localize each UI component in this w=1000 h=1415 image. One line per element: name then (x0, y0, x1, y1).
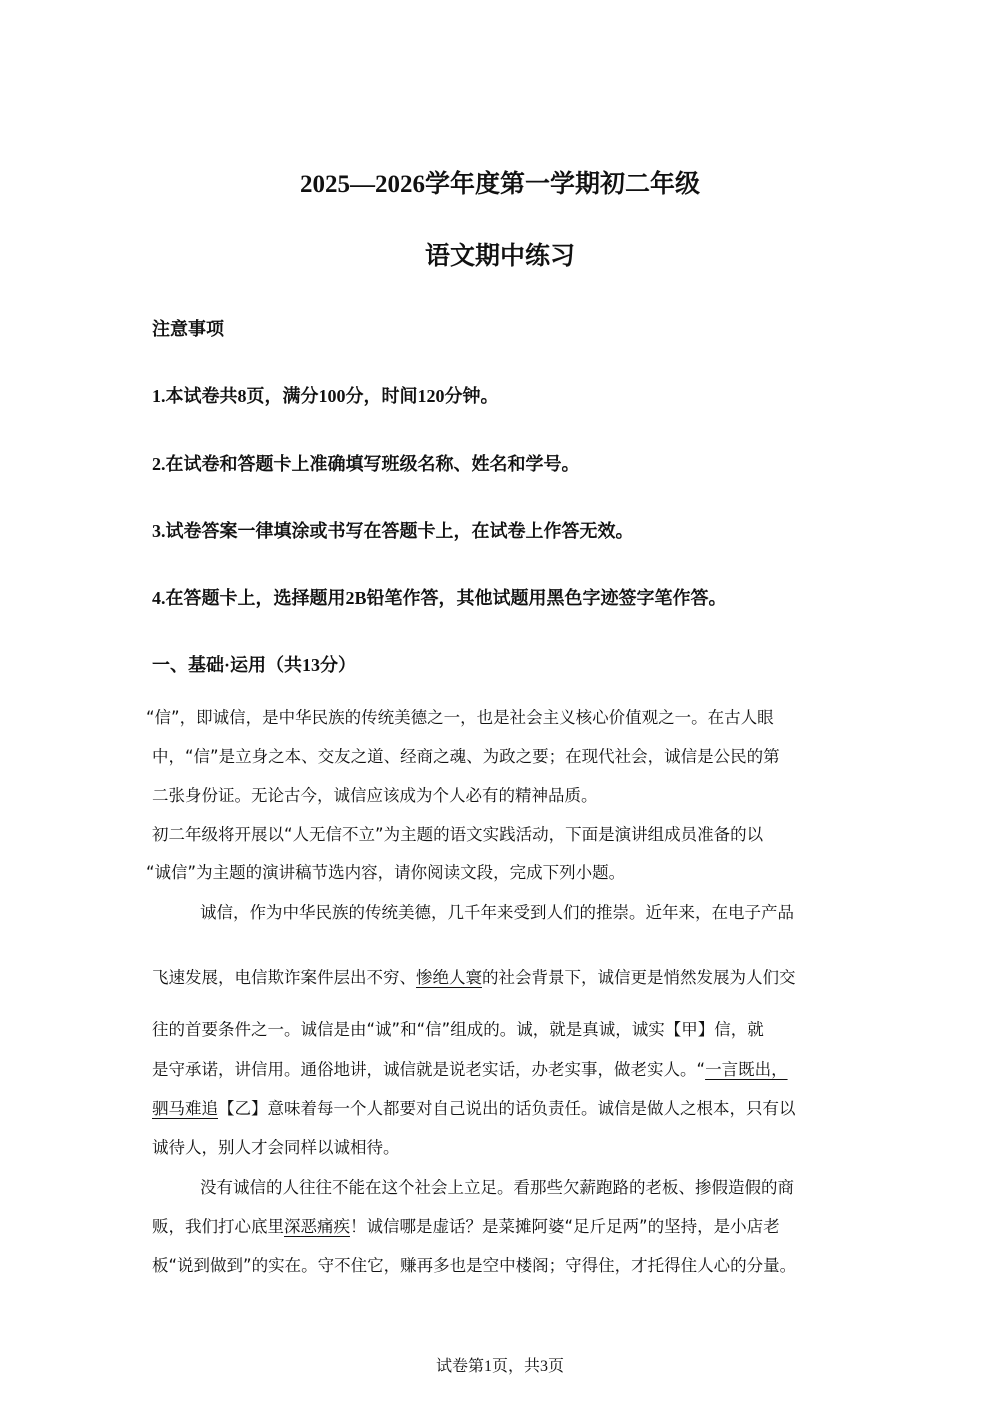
underlined-phrase: 一言既出， (705, 1060, 788, 1079)
passage-line: 板“说到做到”的实在。守不住它，赚再多也是空中楼阁；守得住，才托得住人心的分量。 (152, 1256, 797, 1275)
intro-line: 中，“信”是立身之本、交友之道、经商之魂、为政之要；在现代社会，诚信是公民的第 (152, 747, 780, 766)
passage-text: 飞速发展，电信欺诈案件层出不穷、 (152, 968, 416, 987)
passage-text: 【乙】意味着每一个人都要对自己说出的话负责任。诚信是做人之根本，只有以 (218, 1099, 796, 1118)
underlined-phrase: 惨绝人寰 (416, 968, 482, 987)
notice-item: 2.在试卷和答题卡上准确填写班级名称、姓名和学号。 (152, 454, 580, 474)
passage-text: 贩，我们打心底里 (152, 1217, 284, 1236)
intro-line: “诚信”为主题的演讲稿节选内容，请你阅读文段，完成下列小题。 (146, 863, 626, 882)
underlined-phrase: 深恶痛疾 (284, 1217, 350, 1236)
passage-line: 诚待人，别人才会同样以诚相待。 (152, 1138, 400, 1157)
page-footer: 试卷第1页，共3页 (435, 1358, 564, 1375)
passage-text: 是守承诺，讲信用。通俗地讲，诚信就是说老实话，办老实事，做老实人。“ (152, 1060, 706, 1079)
intro-line: “信”，即诚信，是中华民族的传统美德之一，也是社会主义核心价值观之一。在古人眼 (146, 708, 774, 727)
passage-line: 诚信，作为中华民族的传统美德，几千年来受到人们的推崇。近年来，在电子产品 (200, 903, 794, 922)
passage-line (152, 1058, 852, 1082)
passage-line (152, 1097, 852, 1121)
notice-item: 1.本试卷共8页，满分100分，时间120分钟。 (152, 386, 499, 406)
intro-line: 初二年级将开展以“人无信不立”为主题的语文实践活动，下面是演讲组成员准备的以 (152, 825, 764, 844)
passage-text: ！诚信哪是虚话？是菜摊阿婆“足斤足两”的坚持，是小店老 (350, 1217, 780, 1236)
notice-item: 3.试卷答案一律填涂或书写在答题卡上，在试卷上作答无效。 (152, 521, 634, 541)
passage-line (152, 1215, 852, 1239)
exam-subtitle: 语文期中练习 (424, 241, 575, 270)
passage-line: 往的首要条件之一。诚信是由“诚”和“信”组成的。诚，就是真诚，诚实【甲】信，就 (152, 1020, 764, 1039)
notice-heading: 注意事项 (152, 319, 224, 340)
passage-text: 的社会背景下，诚信更是悄然发展为人们交 (482, 968, 796, 987)
notice-item: 4.在答题卡上，选择题用2B铅笔作答，其他试题用黑色字迹签字笔作答。 (152, 588, 727, 608)
passage-line (152, 966, 852, 990)
underlined-phrase: 驷马难追 (152, 1099, 218, 1118)
section-heading: 一、基础·运用（共13分） (152, 655, 357, 675)
exam-title: 2025—2026学年度第一学期初二年级 (299, 171, 700, 198)
intro-line: 二张身份证。无论古今，诚信应该成为个人必有的精神品质。 (152, 786, 598, 805)
passage-line: 没有诚信的人往往不能在这个社会上立足。看那些欠薪跑路的老板、掺假造假的商 (200, 1178, 794, 1197)
